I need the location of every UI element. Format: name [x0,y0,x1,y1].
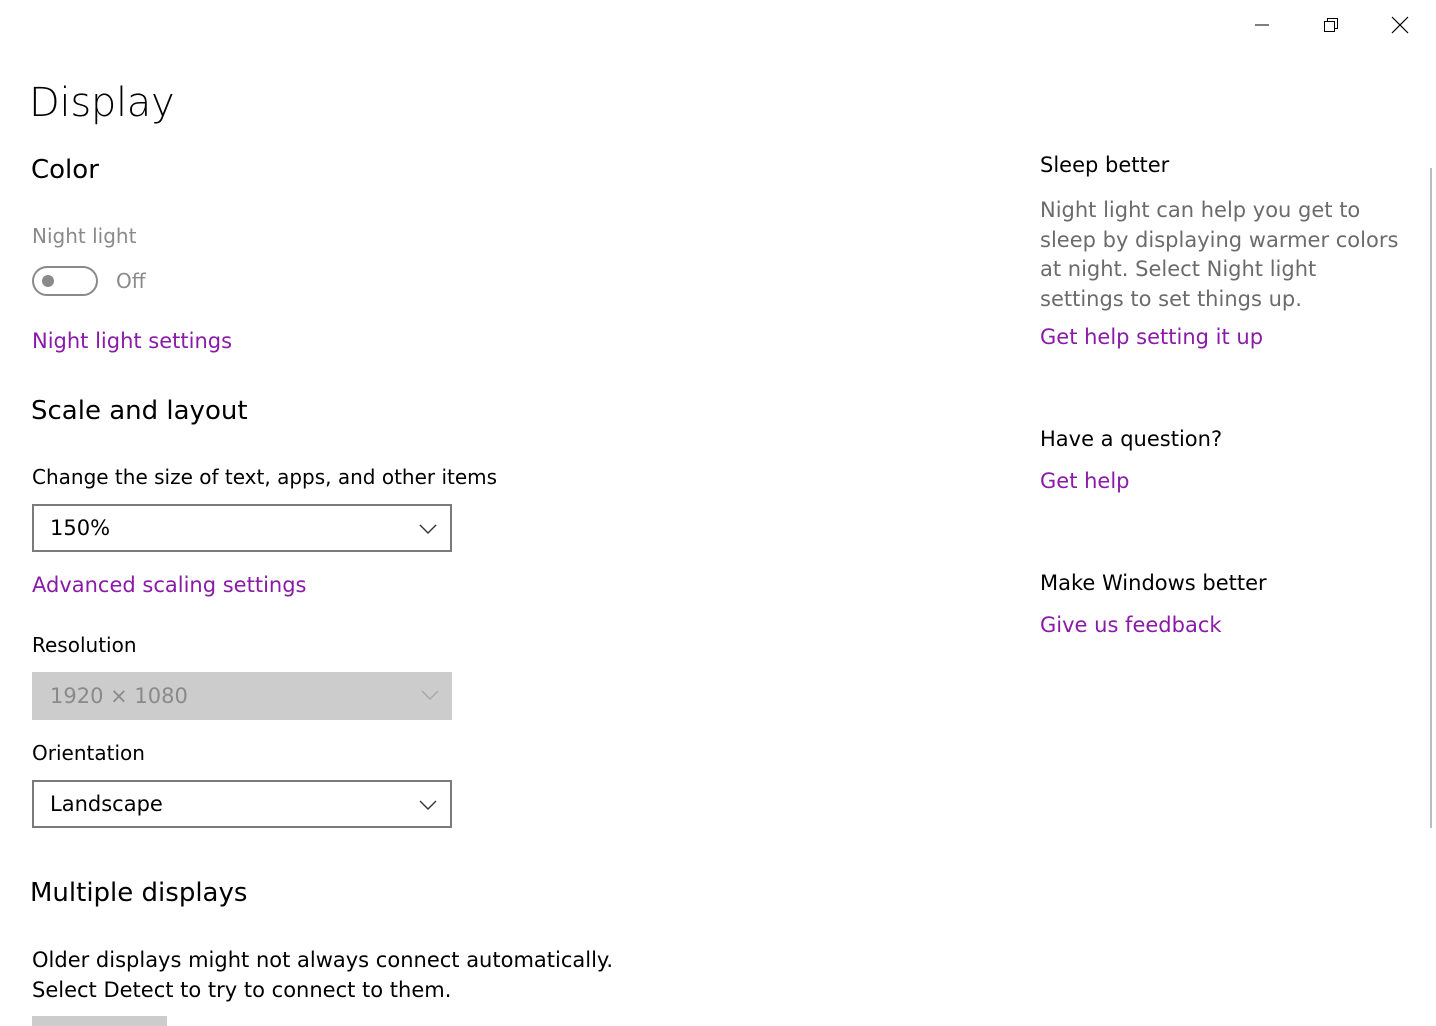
night-light-settings-link[interactable]: Night light settings [32,329,233,353]
sleep-better-heading: Sleep better [1040,153,1170,177]
night-light-label: Night light [32,224,137,248]
page-title: Display [29,80,175,126]
sleep-better-text: Night light can help you get to sleep by displaying warmer colors at night. Select Night light settings to set things up. [1040,198,1399,311]
chevron-down-icon [420,685,440,705]
resolution-label: Resolution [32,633,137,657]
multiple-displays-description: Older displays might not always connect automatically. Select Detect to try to connect to them. [32,948,614,1002]
have-question-heading: Have a question? [1040,427,1223,451]
get-help-link[interactable]: Get help [1040,469,1130,493]
detect-button[interactable] [32,1016,167,1026]
orientation-dropdown[interactable] [32,780,452,828]
get-help-setting-up-link[interactable]: Get help setting it up [1040,325,1264,349]
restore-button[interactable] [1297,0,1365,50]
color-heading: Color [31,155,99,185]
scrollbar[interactable] [1430,168,1432,828]
size-label: Change the size of text, apps, and other items [32,465,498,489]
resolution-dropdown[interactable] [32,672,452,720]
resolution-dropdown-value: 1920 × 1080 [50,684,188,708]
close-button[interactable] [1366,0,1434,50]
minimize-button[interactable] [1228,0,1296,50]
multiple-displays-heading: Multiple displays [30,878,248,908]
scale-layout-heading: Scale and layout [31,396,248,426]
orientation-dropdown-value: Landscape [50,792,163,816]
toggle-knob [42,275,54,287]
toggle-state-text: Off [116,269,146,293]
scale-dropdown[interactable] [32,504,452,552]
make-windows-better-heading: Make Windows better [1040,571,1267,595]
restore-icon [1323,17,1339,33]
chevron-down-icon [418,795,438,815]
scale-dropdown-value: 150% [50,516,111,540]
give-feedback-link[interactable]: Give us feedback [1040,613,1222,637]
minimize-icon [1254,17,1270,33]
night-light-toggle[interactable] [32,266,98,296]
chevron-down-icon [418,519,438,539]
advanced-scaling-link[interactable]: Advanced scaling settings [32,573,307,597]
orientation-label: Orientation [32,741,145,765]
close-icon [1391,16,1409,34]
